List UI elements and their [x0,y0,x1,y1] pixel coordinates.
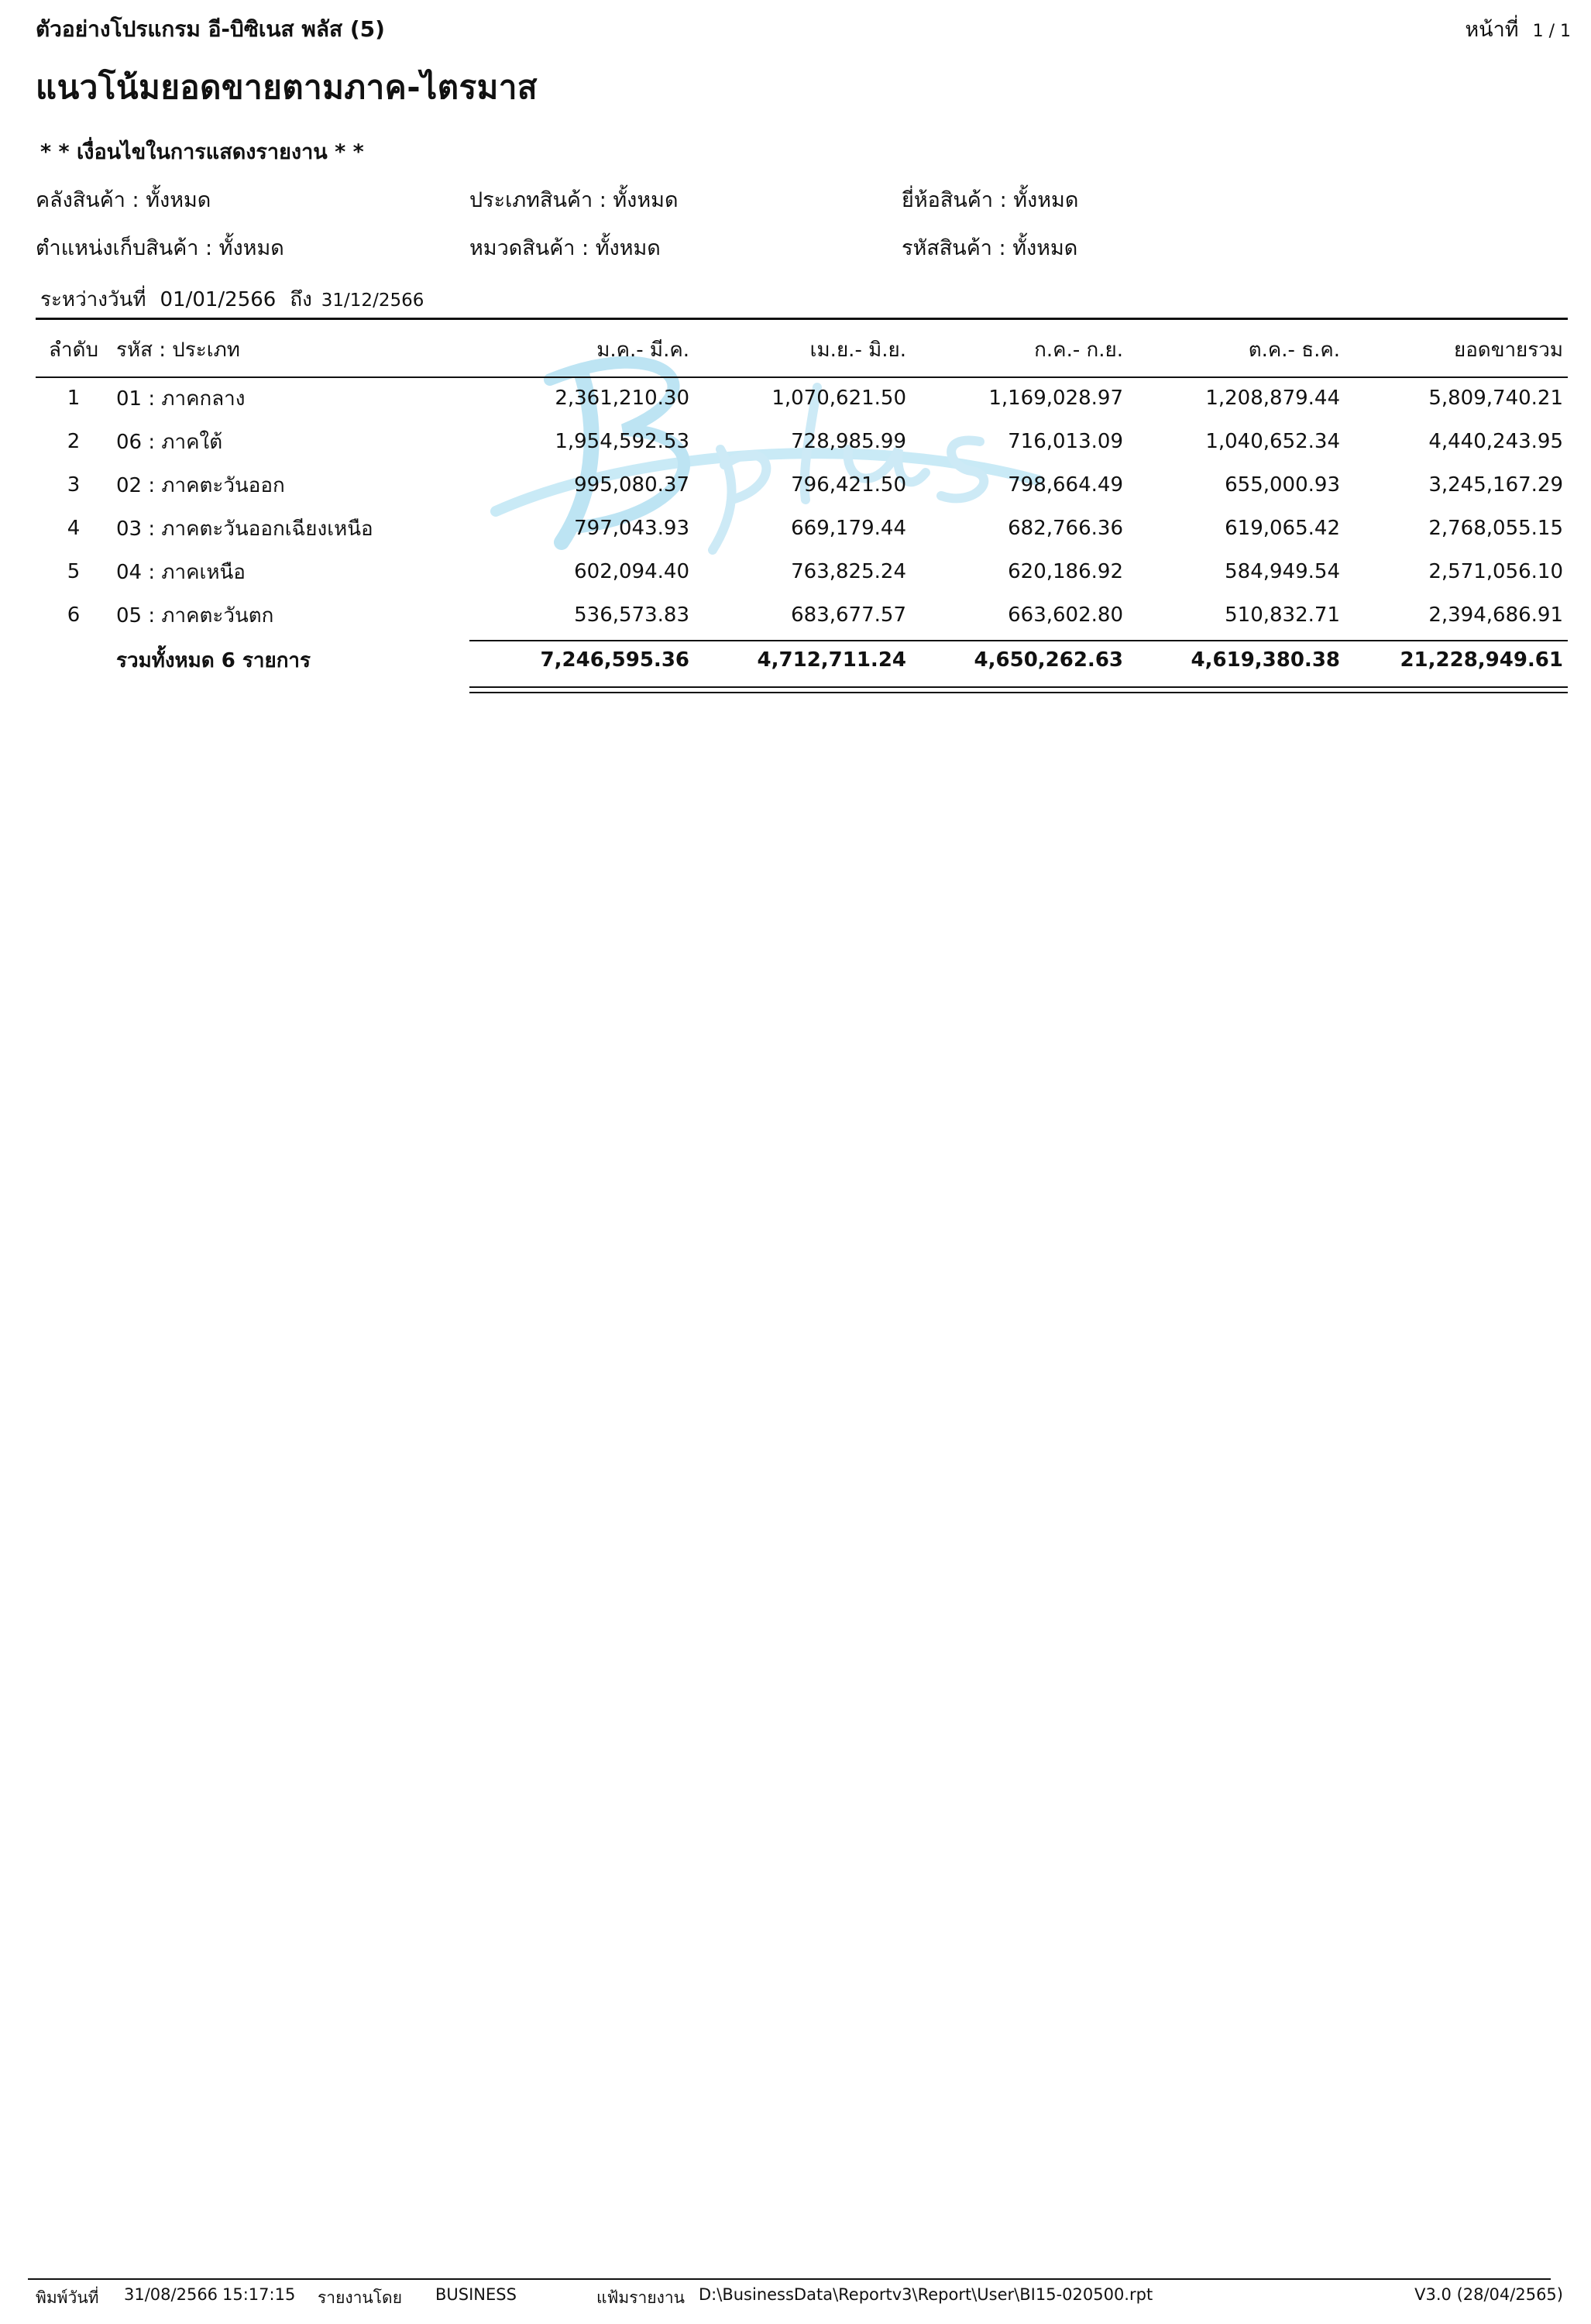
col-region: รหัส : ประเภท [116,338,240,362]
total-q2: 4,712,711.24 [757,648,906,672]
company-name: ตัวอย่างโปรแกรม อี-บิซิเนส พลัส (5) [36,16,385,42]
table-row [36,463,1568,507]
cell-seq: 6 [67,603,81,627]
cell-q2: 796,421.50 [791,473,906,497]
footer-by-label: รายงานโดย [318,2288,402,2307]
filter-location: ตำแหน่งเก็บสินค้า : ทั้งหมด [36,236,284,260]
total-top-rule [469,640,1568,641]
table-row [36,507,1568,550]
total-q4: 4,619,380.38 [1191,648,1340,672]
cell-total: 2,768,055.15 [1428,517,1563,540]
total-q1: 7,246,595.36 [540,648,689,672]
cell-q3: 1,169,028.97 [988,387,1123,410]
cell-seq: 4 [67,517,81,540]
footer-file-label: แฟ้มรายงาน [596,2288,686,2307]
total-double-rule-2 [469,692,1568,693]
table-row [36,550,1568,593]
cell-seq: 2 [67,430,81,453]
col-q1: ม.ค.- มี.ค. [596,338,689,362]
cell-total: 3,245,167.29 [1428,473,1563,497]
footer-print-label: พิมพ์วันที่ [36,2288,99,2307]
cell-total: 4,440,243.95 [1428,430,1563,453]
cell-q3: 663,602.80 [1008,603,1123,627]
cell-q4: 619,065.42 [1225,517,1340,540]
filter-brand: ยี่ห้อสินค้า : ทั้งหมด [902,188,1079,212]
col-q3: ก.ค.- ก.ย. [1034,338,1123,362]
filter-warehouse: คลังสินค้า : ทั้งหมด [36,188,211,212]
total-label: รวมทั้งหมด 6 รายการ [116,648,311,672]
col-seq: ลำดับ [49,338,98,362]
cell-q2: 1,070,621.50 [771,387,906,410]
table-row [36,420,1568,463]
date-to: 31/12/2566 [321,290,424,311]
sales-table [36,322,1568,683]
cell-q3: 620,186.92 [1008,560,1123,583]
cell-region: 03 : ภาคตะวันออกเฉียงเหนือ [116,517,373,541]
col-q4: ต.ค.- ธ.ค. [1248,338,1340,362]
report-title: แนวโน้มยอดขายตามภาค-ไตรมาส [36,68,538,106]
cell-region: 05 : ภาคตะวันตก [116,603,274,627]
footer-by-value: BUSINESS [435,2285,517,2304]
filter-product-code: รหัสสินค้า : ทั้งหมด [902,236,1078,260]
cell-total: 5,809,740.21 [1428,387,1563,410]
cell-region: 04 : ภาคเหนือ [116,560,246,584]
cell-q2: 763,825.24 [791,560,906,583]
cell-q1: 602,094.40 [574,560,689,583]
total-q3: 4,650,262.63 [974,648,1123,672]
total-double-rule-1 [469,686,1568,688]
table-header-row [36,322,1568,376]
cell-q3: 682,766.36 [1008,517,1123,540]
date-to-label: ถึง [290,288,312,311]
cell-region: 01 : ภาคกลาง [116,387,246,411]
cell-q4: 655,000.93 [1225,473,1340,497]
cell-q2: 669,179.44 [791,517,906,540]
page-indicator [1465,12,1571,46]
cell-region: 06 : ภาคใต้ [116,430,223,454]
cell-q4: 584,949.54 [1225,560,1340,583]
footer-file-path: D:\BusinessData\Reportv3\Report\User\BI15-020500.rpt [699,2285,1153,2304]
col-total: ยอดขายรวม [1453,338,1563,362]
cell-q1: 995,080.37 [574,473,689,497]
cell-q4: 1,208,879.44 [1205,387,1340,410]
table-top-rule [36,318,1568,320]
cell-q1: 2,361,210.30 [555,387,689,410]
table-row [36,376,1568,420]
cell-q4: 1,040,652.34 [1205,430,1340,453]
filter-category: หมวดสินค้า : ทั้งหมด [469,236,661,260]
cell-seq: 5 [67,560,81,583]
page-value: 1 / 1 [1532,22,1571,41]
cell-q2: 683,677.57 [791,603,906,627]
cell-seq: 3 [67,473,81,497]
cell-seq: 1 [67,387,81,410]
conditions-heading: * * เงื่อนไขในการแสดงรายงาน * * [40,140,364,164]
footer-print-date: 31/08/2566 [124,2285,218,2304]
footer-rule [28,2278,1551,2280]
date-range [40,284,424,315]
cell-q4: 510,832.71 [1225,603,1340,627]
total-grand: 21,228,949.61 [1400,648,1563,672]
cell-empty [36,637,112,683]
cell-q3: 798,664.49 [1008,473,1123,497]
date-label: ระหว่างวันที่ [40,288,146,311]
cell-q1: 1,954,592.53 [555,430,689,453]
cell-total: 2,571,056.10 [1428,560,1563,583]
cell-q2: 728,985.99 [791,430,906,453]
date-from: 01/01/2566 [160,288,277,311]
cell-q1: 536,573.83 [574,603,689,627]
cell-q3: 716,013.09 [1008,430,1123,453]
page-label: หน้าที่ [1465,18,1519,42]
cell-total: 2,394,686.91 [1428,603,1563,627]
footer-print-time: 15:17:15 [222,2285,296,2304]
table-row [36,593,1568,637]
cell-q1: 797,043.93 [574,517,689,540]
filter-product-type: ประเภทสินค้า : ทั้งหมด [469,188,679,212]
footer-version: V3.0 (28/04/2565) [1414,2285,1563,2304]
total-row [36,637,1568,683]
col-q2: เม.ย.- มิ.ย. [809,338,906,362]
cell-region: 02 : ภาคตะวันออก [116,473,285,497]
